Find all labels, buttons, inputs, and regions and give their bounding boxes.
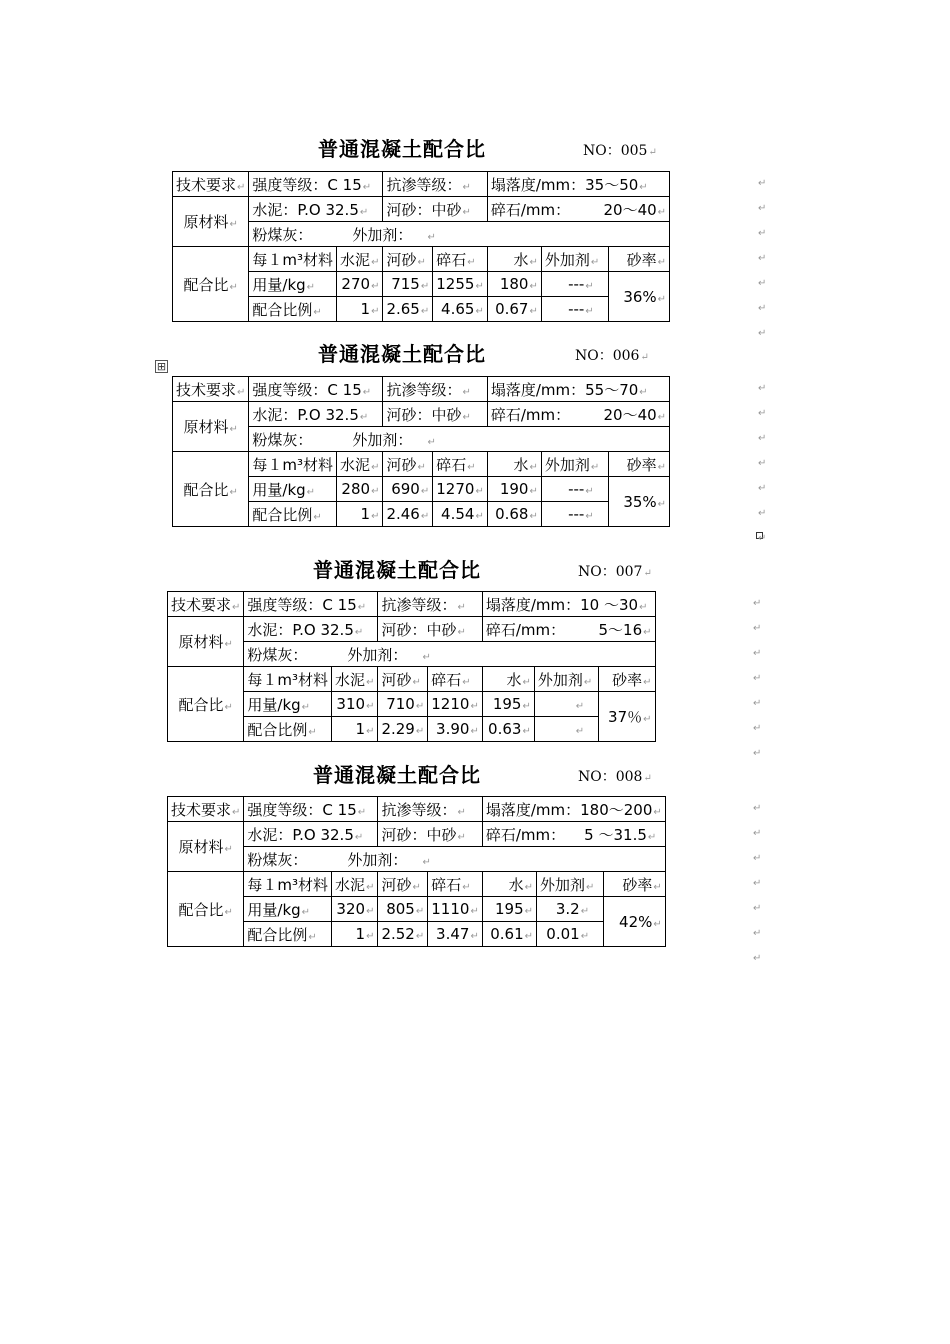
dosage-stone: 1255↵ (433, 272, 488, 297)
per-m3-header: 每１m³材料 (249, 247, 337, 272)
slump-cell: 塌落度/mm：55～70↵ (487, 377, 669, 402)
cement-header: 水泥↵ (332, 667, 378, 692)
strength-cell: 强度等级：C 15↵ (244, 592, 378, 617)
tech-label-cell: 技术要求↵ (173, 172, 249, 197)
table-row (168, 872, 666, 897)
table-row (173, 452, 670, 477)
sand-header: 河砂↵ (378, 667, 428, 692)
ratio-sand: 2.46↵ (383, 502, 433, 527)
ratio-label: 配合比例↵ (244, 922, 332, 947)
row-end-marks: ↵ ↵ ↵ ↵ ↵ ↵ ↵ (758, 178, 767, 339)
table-row (168, 797, 666, 822)
ratio-admix: ---↵ (541, 502, 608, 527)
dosage-sand: 710↵ (378, 692, 428, 717)
mix-label-cell: 配合比↵ (173, 452, 249, 527)
dosage-label: 用量/kg↵ (244, 692, 332, 717)
admix-header: 外加剂↵ (537, 872, 604, 897)
tech-label-cell: 技术要求↵ (173, 377, 249, 402)
stone-size-cell: 碎石/mm： 5 ～31.5↵ (482, 822, 665, 847)
dosage-sand: 805↵ (378, 897, 428, 922)
dosage-admix: ↵ (534, 692, 598, 717)
ratio-sand: 2.29↵ (378, 717, 428, 742)
sand-type-cell: 河砂：中砂↵ (378, 617, 482, 642)
mix-table (172, 171, 670, 322)
stone-header: 碎石↵ (433, 247, 488, 272)
ratio-stone: 4.54↵ (433, 502, 488, 527)
ratio-water: 0.67↵ (487, 297, 541, 322)
impermeability-cell: 抗渗等级：↵ (383, 377, 487, 402)
per-m3-header: 每１m³材料 (244, 667, 332, 692)
table-row (168, 822, 666, 847)
tech-label-cell: 技术要求↵ (168, 592, 244, 617)
stone-header: 碎石↵ (433, 452, 488, 477)
dosage-water: 195↵ (482, 692, 534, 717)
flyash-admixture-cell: 粉煤灰： 外加剂： ↵ (249, 427, 670, 452)
mix-table (167, 591, 656, 742)
ratio-admix: ↵ (534, 717, 598, 742)
sand-header: 河砂↵ (383, 247, 433, 272)
cement-type-cell: 水泥：P.O 32.5↵ (249, 197, 383, 222)
table-row (173, 247, 670, 272)
ratio-water: 0.68↵ (487, 502, 541, 527)
sheet-title: 普通混凝土配合比 (313, 558, 481, 582)
dosage-water: 190↵ (487, 477, 541, 502)
ratio-label: 配合比例↵ (244, 717, 332, 742)
impermeability-cell: 抗渗等级：↵ (383, 172, 487, 197)
dosage-cement: 280↵ (337, 477, 383, 502)
sandrate-header: 砂率↵ (608, 452, 669, 477)
sheet-title: 普通混凝土配合比 (318, 342, 486, 366)
ratio-water: 0.63↵ (482, 717, 534, 742)
stone-size-cell: 碎石/mm： 5～16↵ (482, 617, 655, 642)
raw-label-cell: 原材料↵ (173, 197, 249, 247)
stone-size-cell: 碎石/mm： 20～40↵ (487, 197, 669, 222)
slump-cell: 塌落度/mm：180～200↵ (482, 797, 665, 822)
impermeability-cell: 抗渗等级：↵ (378, 592, 482, 617)
per-m3-header: 每１m³材料 (244, 872, 332, 897)
impermeability-cell: 抗渗等级：↵ (378, 797, 482, 822)
dosage-sand: 690↵ (383, 477, 433, 502)
flyash-admixture-cell: 粉煤灰： 外加剂： ↵ (244, 847, 665, 872)
sand-rate-cell: 35%↵ (608, 477, 669, 527)
sheet-number: NO：005↵ (583, 143, 657, 159)
strength-cell: 强度等级：C 15↵ (249, 172, 383, 197)
raw-label-cell: 原材料↵ (168, 822, 244, 872)
water-header: 水↵ (487, 247, 541, 272)
table-row (168, 617, 656, 642)
sheet-number: NO：007↵ (578, 564, 652, 580)
sheet-number: NO：006↵ (575, 348, 649, 364)
mix-table (167, 796, 666, 947)
water-header: 水↵ (487, 452, 541, 477)
dosage-stone: 1110↵ (428, 897, 483, 922)
dosage-label: 用量/kg↵ (244, 897, 332, 922)
stone-size-cell: 碎石/mm： 20～40↵ (487, 402, 669, 427)
mix-label-cell: 配合比↵ (168, 667, 244, 742)
dosage-label: 用量/kg↵ (249, 477, 337, 502)
ratio-cement: 1↵ (332, 717, 378, 742)
cement-header: 水泥↵ (337, 247, 383, 272)
mix-label-cell: 配合比↵ (173, 247, 249, 322)
dosage-cement: 310↵ (332, 692, 378, 717)
stone-header: 碎石↵ (428, 667, 483, 692)
dosage-admix: 3.2↵ (537, 897, 604, 922)
sandrate-header: 砂率↵ (608, 247, 669, 272)
ratio-cement: 1↵ (332, 922, 378, 947)
ratio-stone: 4.65↵ (433, 297, 488, 322)
row-end-marks: ↵ ↵ ↵ ↵ ↵ ↵ ↵ (758, 383, 767, 544)
ratio-stone: 3.47↵ (428, 922, 483, 947)
ratio-water: 0.61↵ (482, 922, 536, 947)
raw-label-cell: 原材料↵ (173, 402, 249, 452)
dosage-water: 180↵ (487, 272, 541, 297)
cement-type-cell: 水泥：P.O 32.5↵ (244, 617, 378, 642)
strength-cell: 强度等级：C 15↵ (249, 377, 383, 402)
dosage-cement: 320↵ (332, 897, 378, 922)
sand-rate-cell: 42%↵ (604, 897, 666, 947)
sand-rate-cell: 36%↵ (608, 272, 669, 322)
table-row (168, 592, 656, 617)
dosage-stone: 1270↵ (433, 477, 488, 502)
tech-label-cell: 技术要求↵ (168, 797, 244, 822)
sand-type-cell: 河砂：中砂↵ (383, 197, 487, 222)
sand-header: 河砂↵ (383, 452, 433, 477)
dosage-sand: 715↵ (383, 272, 433, 297)
cement-type-cell: 水泥：P.O 32.5↵ (244, 822, 378, 847)
table-row (173, 197, 670, 222)
cement-type-cell: 水泥：P.O 32.5↵ (249, 402, 383, 427)
flyash-admixture-cell: 粉煤灰： 外加剂： ↵ (244, 642, 655, 667)
ratio-label: 配合比例↵ (249, 297, 337, 322)
mix-table (172, 376, 670, 527)
ratio-sand: 2.52↵ (378, 922, 428, 947)
ratio-admix: 0.01↵ (537, 922, 604, 947)
stone-header: 碎石↵ (428, 872, 483, 897)
sheet-title: 普通混凝土配合比 (313, 763, 481, 787)
sand-header: 河砂↵ (378, 872, 428, 897)
dosage-admix: ---↵ (541, 272, 608, 297)
water-header: 水↵ (482, 667, 534, 692)
table-row (173, 377, 670, 402)
table-row (168, 667, 656, 692)
strength-cell: 强度等级：C 15↵ (244, 797, 378, 822)
mix-label-cell: 配合比↵ (168, 872, 244, 947)
sand-type-cell: 河砂：中砂↵ (383, 402, 487, 427)
ratio-stone: 3.90↵ (428, 717, 483, 742)
admix-header: 外加剂↵ (541, 452, 608, 477)
cement-header: 水泥↵ (332, 872, 378, 897)
table-row (173, 402, 670, 427)
ratio-label: 配合比例↵ (249, 502, 337, 527)
admix-header: 外加剂↵ (541, 247, 608, 272)
flyash-admixture-cell: 粉煤灰： 外加剂： ↵ (249, 222, 670, 247)
sandrate-header: 砂率↵ (604, 872, 666, 897)
table-move-handle[interactable]: ⊞ (156, 360, 167, 373)
raw-label-cell: 原材料↵ (168, 617, 244, 667)
slump-cell: 塌落度/mm：10 ～30↵ (482, 592, 655, 617)
sand-rate-cell: 37％↵ (599, 692, 655, 742)
row-end-marks: ↵ ↵ ↵ ↵ ↵ ↵ ↵ (753, 803, 762, 964)
sheet-title: 普通混凝土配合比 (318, 137, 486, 161)
sheet-number: NO：008↵ (578, 769, 652, 785)
per-m3-header: 每１m³材料 (249, 452, 337, 477)
sandrate-header: 砂率↵ (599, 667, 655, 692)
dosage-water: 195↵ (482, 897, 536, 922)
table-row (173, 172, 670, 197)
ratio-sand: 2.65↵ (383, 297, 433, 322)
dosage-stone: 1210↵ (428, 692, 483, 717)
dosage-admix: ---↵ (541, 477, 608, 502)
cement-header: 水泥↵ (337, 452, 383, 477)
ratio-admix: ---↵ (541, 297, 608, 322)
admix-header: 外加剂↵ (534, 667, 598, 692)
row-end-marks: ↵ ↵ ↵ ↵ ↵ ↵ ↵ (753, 598, 762, 759)
ratio-cement: 1↵ (337, 297, 383, 322)
dosage-label: 用量/kg↵ (249, 272, 337, 297)
water-header: 水↵ (482, 872, 536, 897)
slump-cell: 塌落度/mm：35～50↵ (487, 172, 669, 197)
ratio-cement: 1↵ (337, 502, 383, 527)
dosage-cement: 270↵ (337, 272, 383, 297)
sand-type-cell: 河砂：中砂↵ (378, 822, 482, 847)
